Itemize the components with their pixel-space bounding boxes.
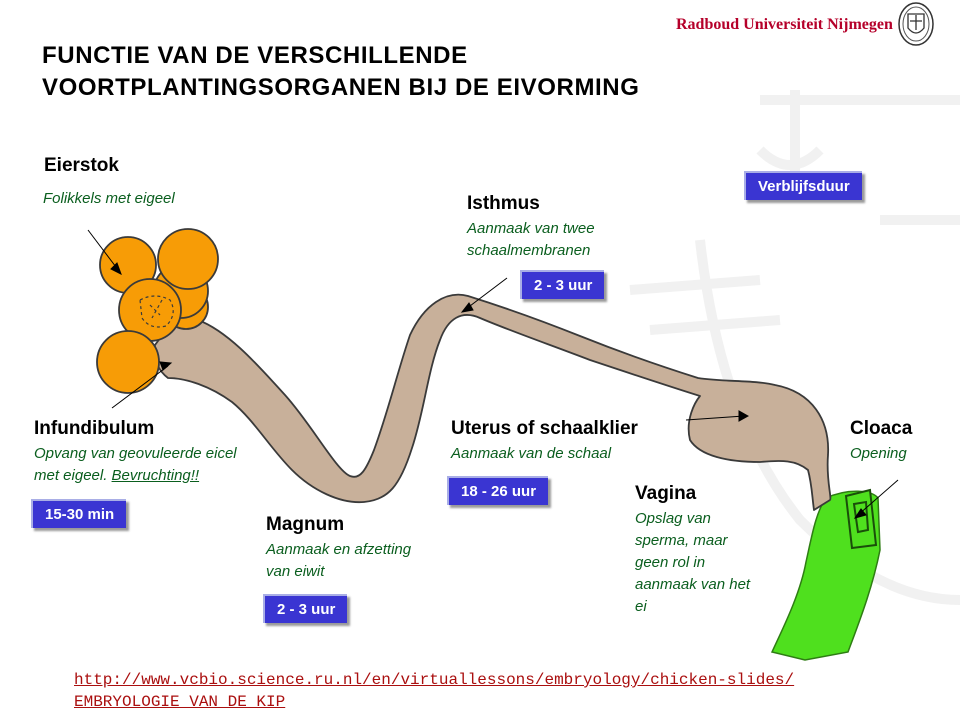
- desc-vagina-line4: aanmaak van het: [635, 576, 751, 593]
- desc-vagina-line1: Opslag van: [635, 510, 711, 527]
- desc-magnum-line2: van eiwit: [266, 563, 325, 580]
- cloaca-opening: [846, 490, 876, 548]
- label-isthmus: Isthmus: [467, 193, 540, 214]
- desc-infundibulum-line1: Opvang van geovuleerde eicel: [34, 445, 237, 462]
- label-uterus: Uterus of schaalklier: [451, 418, 638, 439]
- duration-badge-uterus: 18 - 26 uur: [447, 476, 548, 505]
- desc-cloaca: Opening: [850, 445, 907, 462]
- page-title-line1: FUNCTIE VAN DE VERSCHILLENDE: [42, 42, 468, 69]
- desc-isthmus: [467, 218, 595, 262]
- legend-verblijfsduur: Verblijfsduur: [744, 171, 862, 200]
- duration-badge-infundibulum: 15-30 min: [31, 499, 126, 528]
- desc-infundibulum-line2a: met eigeel.: [34, 467, 112, 484]
- desc-vagina-line2: sperma, maar: [635, 532, 728, 549]
- label-eierstok: Eierstok: [44, 155, 119, 176]
- duration-badge-magnum: 2 - 3 uur: [263, 594, 347, 623]
- desc-uterus: Aanmaak van de schaal: [451, 445, 612, 462]
- desc-isthmus-line1: Aanmaak van twee: [467, 220, 595, 237]
- source-url-link[interactable]: http://www.vcbio.science.ru.nl/en/virtuallessons/embryology/chicken-slides/: [74, 671, 795, 689]
- desc-vagina-line5: ei: [635, 598, 647, 615]
- desc-vagina-line3: geen rol in: [635, 554, 706, 571]
- bevruchting-text: Bevruchting!!: [111, 467, 200, 484]
- desc-infundibulum: [34, 443, 237, 487]
- desc-eierstok: Folikkels met eigeel: [43, 190, 175, 207]
- label-cloaca: Cloaca: [850, 418, 913, 439]
- embryologie-link[interactable]: EMBRYOLOGIE VAN DE KIP: [74, 693, 286, 711]
- label-infundibulum: Infundibulum: [34, 418, 155, 439]
- label-vagina: Vagina: [635, 483, 697, 504]
- page-title-line2: VOORTPLANTINGSORGANEN BIJ DE EIVORMING: [42, 74, 640, 101]
- desc-magnum: [266, 539, 411, 583]
- duration-badge-isthmus: 2 - 3 uur: [520, 270, 604, 299]
- desc-vagina: [635, 508, 750, 618]
- label-magnum: Magnum: [266, 514, 345, 535]
- university-name: Radboud Universiteit Nijmegen: [676, 16, 893, 33]
- desc-magnum-line1: Aanmaak en afzetting: [266, 541, 412, 558]
- desc-isthmus-line2: schaalmembranen: [467, 242, 591, 259]
